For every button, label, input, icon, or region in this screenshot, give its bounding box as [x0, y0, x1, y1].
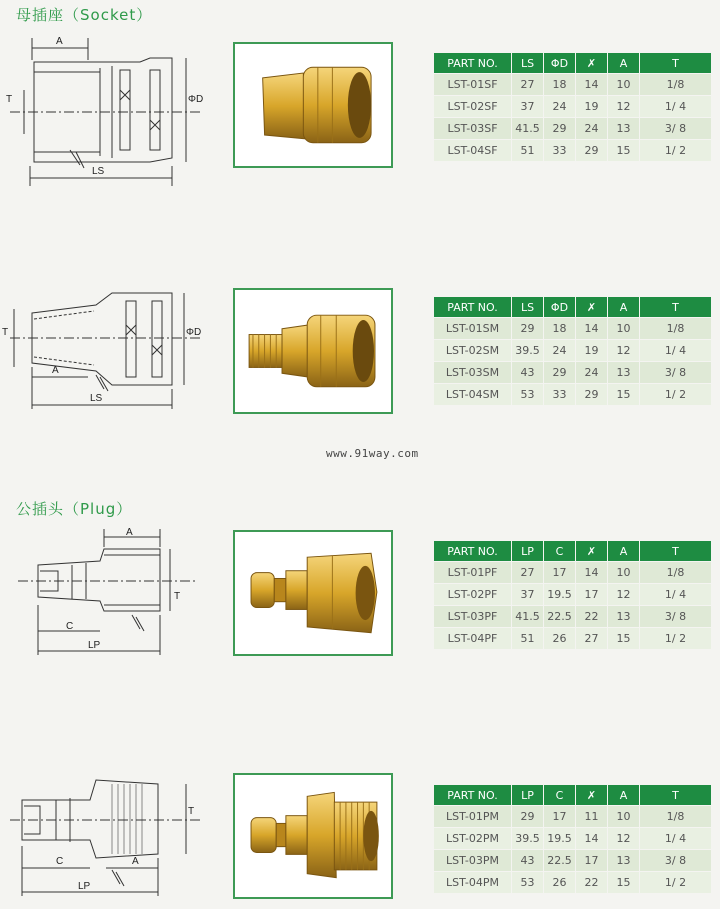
cell: 18 — [544, 318, 576, 340]
table-row — [434, 74, 712, 96]
cell: 29 — [576, 384, 608, 406]
cell: LST-02PM — [434, 828, 512, 850]
cell: 12 — [608, 584, 640, 606]
cell: 1/ 2 — [640, 872, 712, 894]
dim-label-ls: LS — [92, 166, 105, 177]
cell: 39.5 — [512, 828, 544, 850]
cell: 29 — [512, 806, 544, 828]
cell: LST-01PF — [434, 562, 512, 584]
cell: 19.5 — [544, 828, 576, 850]
cell: 26 — [544, 872, 576, 894]
cell: 12 — [608, 96, 640, 118]
table-row — [434, 850, 712, 872]
column-header: T — [640, 785, 712, 806]
column-header: ✗ — [576, 785, 608, 806]
plug-section-title: 公插头（Plug） — [16, 500, 133, 518]
column-header: A — [608, 53, 640, 74]
cell: 17 — [544, 562, 576, 584]
table-row — [434, 628, 712, 650]
cell: LST-03SF — [434, 118, 512, 140]
dim-label-d: ΦD — [186, 327, 202, 338]
column-header: LS — [512, 297, 544, 318]
cell: 1/8 — [640, 318, 712, 340]
cell: 24 — [544, 96, 576, 118]
cell: 10 — [608, 318, 640, 340]
cell: 27 — [512, 562, 544, 584]
dim-label-t: T — [2, 327, 9, 338]
cell: 24 — [576, 362, 608, 384]
column-header: ΦD — [544, 53, 576, 74]
cell: 1/ 4 — [640, 584, 712, 606]
table-row — [434, 340, 712, 362]
socket-female-drawing — [0, 30, 215, 190]
dim-label-d: ΦD — [188, 94, 204, 105]
cell: 19 — [576, 96, 608, 118]
dim-label-a: A — [132, 856, 139, 867]
cell: 1/ 2 — [640, 628, 712, 650]
table-row — [434, 806, 712, 828]
cell: 51 — [512, 628, 544, 650]
column-header: LP — [512, 785, 544, 806]
socket-male-photo — [233, 288, 393, 414]
socket-female-photo — [233, 42, 393, 168]
cell: 1/ 4 — [640, 96, 712, 118]
cell: 3/ 8 — [640, 118, 712, 140]
dim-label-a: A — [56, 36, 63, 47]
cell: 13 — [608, 850, 640, 872]
cell: 11 — [576, 806, 608, 828]
cell: 1/ 4 — [640, 828, 712, 850]
cell: 22.5 — [544, 606, 576, 628]
cell: 10 — [608, 562, 640, 584]
spec-table-plug-female — [433, 540, 712, 650]
cell: 29 — [544, 118, 576, 140]
cell: 43 — [512, 850, 544, 872]
cell: 41.5 — [512, 606, 544, 628]
cell: LST-04SM — [434, 384, 512, 406]
dim-label-t: T — [174, 591, 181, 602]
dim-label-lp: LP — [78, 881, 91, 892]
cell: LST-03PF — [434, 606, 512, 628]
cell: 24 — [576, 118, 608, 140]
column-header: PART NO. — [434, 541, 512, 562]
dim-label-c: C — [66, 621, 74, 632]
column-header: ΦD — [544, 297, 576, 318]
cell: 3/ 8 — [640, 850, 712, 872]
cell: 15 — [608, 140, 640, 162]
cell: 53 — [512, 384, 544, 406]
column-header: LP — [512, 541, 544, 562]
socket-section-title: 母插座（Socket） — [16, 6, 153, 24]
cell: LST-02SM — [434, 340, 512, 362]
table-header-row — [434, 785, 712, 806]
dim-label-ls: LS — [90, 393, 103, 404]
column-header: PART NO. — [434, 785, 512, 806]
column-header: T — [640, 297, 712, 318]
cell: 37 — [512, 96, 544, 118]
cell: 19 — [576, 340, 608, 362]
cell: 3/ 8 — [640, 606, 712, 628]
cell: LST-01SM — [434, 318, 512, 340]
cell: 13 — [608, 118, 640, 140]
column-header: ✗ — [576, 53, 608, 74]
cell: 15 — [608, 872, 640, 894]
cell: 22 — [576, 872, 608, 894]
cell: LST-03PM — [434, 850, 512, 872]
cell: 51 — [512, 140, 544, 162]
cell: 43 — [512, 362, 544, 384]
plug-male-photo — [233, 773, 393, 899]
cell: 24 — [544, 340, 576, 362]
cell: 26 — [544, 628, 576, 650]
cell: 33 — [544, 384, 576, 406]
cell: 19.5 — [544, 584, 576, 606]
table-row — [434, 562, 712, 584]
column-header: ✗ — [576, 541, 608, 562]
cell: LST-03SM — [434, 362, 512, 384]
cell: 29 — [576, 140, 608, 162]
cell: 12 — [608, 340, 640, 362]
cell: 22.5 — [544, 850, 576, 872]
cell: 1/8 — [640, 806, 712, 828]
cell: LST-01SF — [434, 74, 512, 96]
cell: 53 — [512, 872, 544, 894]
column-header: T — [640, 53, 712, 74]
socket-male-drawing — [0, 285, 215, 415]
plug-female-photo — [233, 530, 393, 656]
cell: LST-02SF — [434, 96, 512, 118]
cell: 17 — [576, 584, 608, 606]
column-header: A — [608, 297, 640, 318]
dim-label-lp: LP — [88, 640, 101, 651]
cell: 13 — [608, 362, 640, 384]
column-header: PART NO. — [434, 53, 512, 74]
dim-label-c: C — [56, 856, 64, 867]
cell: LST-01PM — [434, 806, 512, 828]
table-row — [434, 318, 712, 340]
table-row — [434, 606, 712, 628]
cell: LST-04SF — [434, 140, 512, 162]
table-header-row — [434, 297, 712, 318]
cell: 41.5 — [512, 118, 544, 140]
cell: 14 — [576, 74, 608, 96]
table-row — [434, 118, 712, 140]
cell: 3/ 8 — [640, 362, 712, 384]
cell: 14 — [576, 562, 608, 584]
spec-table-plug-male — [433, 784, 712, 894]
cell: 39.5 — [512, 340, 544, 362]
column-header: T — [640, 541, 712, 562]
column-header: A — [608, 785, 640, 806]
cell: 10 — [608, 74, 640, 96]
column-header: C — [544, 785, 576, 806]
cell: 27 — [576, 628, 608, 650]
plug-male-drawing — [0, 770, 215, 905]
cell: 22 — [576, 606, 608, 628]
plug-female-drawing — [0, 525, 215, 660]
column-header: A — [608, 541, 640, 562]
cell: 1/8 — [640, 74, 712, 96]
cell: 15 — [608, 384, 640, 406]
dim-label-t: T — [6, 94, 13, 105]
cell: 10 — [608, 806, 640, 828]
cell: 14 — [576, 828, 608, 850]
table-header-row — [434, 53, 712, 74]
table-row — [434, 872, 712, 894]
cell: 37 — [512, 584, 544, 606]
table-row — [434, 140, 712, 162]
spec-table-socket-female — [433, 52, 712, 162]
cell: 12 — [608, 828, 640, 850]
cell: 13 — [608, 606, 640, 628]
dim-label-a: A — [52, 365, 59, 376]
cell: 17 — [544, 806, 576, 828]
cell: 33 — [544, 140, 576, 162]
cell: 1/ 2 — [640, 384, 712, 406]
cell: LST-04PF — [434, 628, 512, 650]
column-header: ✗ — [576, 297, 608, 318]
table-header-row — [434, 541, 712, 562]
cell: 1/8 — [640, 562, 712, 584]
table-row — [434, 384, 712, 406]
cell: 17 — [576, 850, 608, 872]
cell: 1/ 2 — [640, 140, 712, 162]
table-row — [434, 96, 712, 118]
cell: 27 — [512, 74, 544, 96]
watermark: www.91way.com — [326, 447, 419, 460]
column-header: PART NO. — [434, 297, 512, 318]
cell: 1/ 4 — [640, 340, 712, 362]
column-header: LS — [512, 53, 544, 74]
cell: LST-02PF — [434, 584, 512, 606]
dim-label-t: T — [188, 806, 195, 817]
cell: 29 — [544, 362, 576, 384]
cell: 29 — [512, 318, 544, 340]
table-row — [434, 828, 712, 850]
table-row — [434, 362, 712, 384]
column-header: C — [544, 541, 576, 562]
cell: LST-04PM — [434, 872, 512, 894]
dim-label-a: A — [126, 527, 133, 538]
cell: 15 — [608, 628, 640, 650]
cell: 18 — [544, 74, 576, 96]
spec-table-socket-male — [433, 296, 712, 406]
cell: 14 — [576, 318, 608, 340]
table-row — [434, 584, 712, 606]
